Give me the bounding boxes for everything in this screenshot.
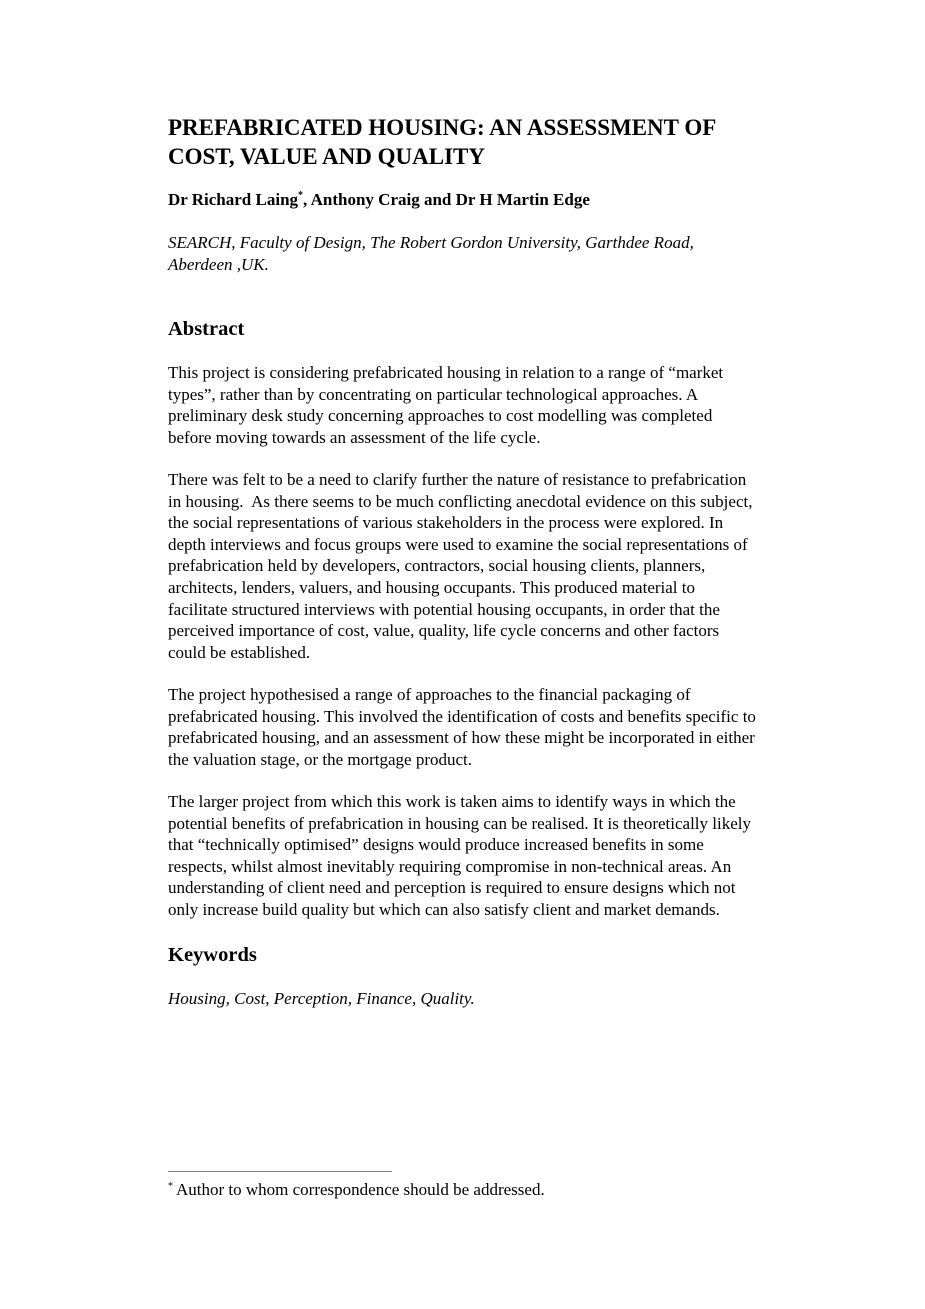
- paragraph-line: The larger project from which this work is taken aims to identify ways in which the: [168, 792, 736, 811]
- paragraph-line: potential benefits of prefabrication in housing can be realised. It is theoretically likely: [168, 813, 751, 833]
- footnote-marker: *: [168, 1181, 173, 1192]
- keywords-text: Housing, Cost, Perception, Finance, Quality.: [168, 989, 475, 1008]
- author-others: , Anthony Craig and Dr H Martin Edge: [303, 190, 590, 209]
- affiliation-line-1: SEARCH, Faculty of Design, The Robert Gordon University, Garthdee Road,: [168, 233, 694, 252]
- paragraph-line: There was felt to be a need to clarify further the nature of resistance to prefabrication: [168, 470, 747, 489]
- abstract-paragraph: [168, 791, 818, 921]
- paragraph-line: the valuation stage, or the mortgage product.: [168, 749, 473, 769]
- keywords-heading: Keywords: [168, 944, 257, 966]
- paragraph-line: perceived importance of cost, value, quality, life cycle concerns and other factors: [168, 621, 720, 641]
- title-line-1: PREFABRICATED HOUSING: AN ASSESSMENT OF: [168, 115, 717, 140]
- footnote: [168, 1179, 818, 1201]
- paragraph-line: architects, lenders, valuers, and housing occupants. This produced material to: [168, 577, 695, 597]
- paragraph-line: before moving towards an assessment of the life cycle.: [168, 427, 541, 447]
- paper-title: [168, 113, 818, 171]
- abstract-paragraph: [168, 362, 818, 448]
- author-list: [168, 189, 818, 211]
- paragraph-line: facilitate structured interviews with potential housing occupants, in order that the: [168, 599, 720, 619]
- title-line-2: COST, VALUE AND QUALITY: [168, 144, 485, 169]
- paragraph-line: in housing. As there seems to be much conflicting anecdotal evidence on this subject,: [168, 491, 753, 511]
- paragraph-line: The project hypothesised a range of approaches to the financial packaging of: [168, 685, 691, 704]
- paragraph-line: prefabricated housing. This involved the identification of costs and benefits specific to: [168, 706, 756, 726]
- paragraph-line: This project is considering prefabricated housing in relation to a range of “market: [168, 363, 724, 382]
- paragraph-line: preliminary desk study concerning approaches to cost modelling was completed: [168, 406, 713, 426]
- affiliation: [168, 232, 768, 276]
- affiliation-line-2: Aberdeen ,UK.: [168, 255, 269, 274]
- abstract-paragraph: [168, 684, 818, 770]
- paragraph-line: the social representations of various stakeholders in the process were explored. In: [168, 513, 724, 533]
- paragraph-line: respects, whilst almost inevitably requiring compromise in non-technical areas. An: [168, 856, 732, 876]
- paragraph-line: could be established.: [168, 642, 311, 662]
- paragraph-line: that “technically optimised” designs would produce increased benefits in some: [168, 835, 704, 855]
- paragraph-line: depth interviews and focus groups were used to examine the social representations of: [168, 534, 748, 554]
- abstract-heading: Abstract: [168, 318, 245, 340]
- abstract-paragraph: [168, 469, 818, 663]
- paragraph-line: prefabrication held by developers, contractors, social housing clients, planners,: [168, 556, 706, 576]
- author-footnote-marker: *: [298, 190, 304, 201]
- footnote-text: Author to whom correspondence should be addressed.: [176, 1180, 545, 1199]
- author-primary: Dr Richard Laing: [168, 190, 299, 209]
- footnote-divider: [168, 1171, 392, 1172]
- paragraph-line: types”, rather than by concentrating on particular technological approaches. A: [168, 384, 699, 404]
- paragraph-line: prefabricated housing, and an assessment of how these might be incorporated in either: [168, 728, 755, 748]
- paragraph-line: only increase build quality but which can also satisfy client and market demands.: [168, 899, 720, 919]
- paragraph-line: understanding of client need and perception is required to ensure designs which not: [168, 878, 736, 898]
